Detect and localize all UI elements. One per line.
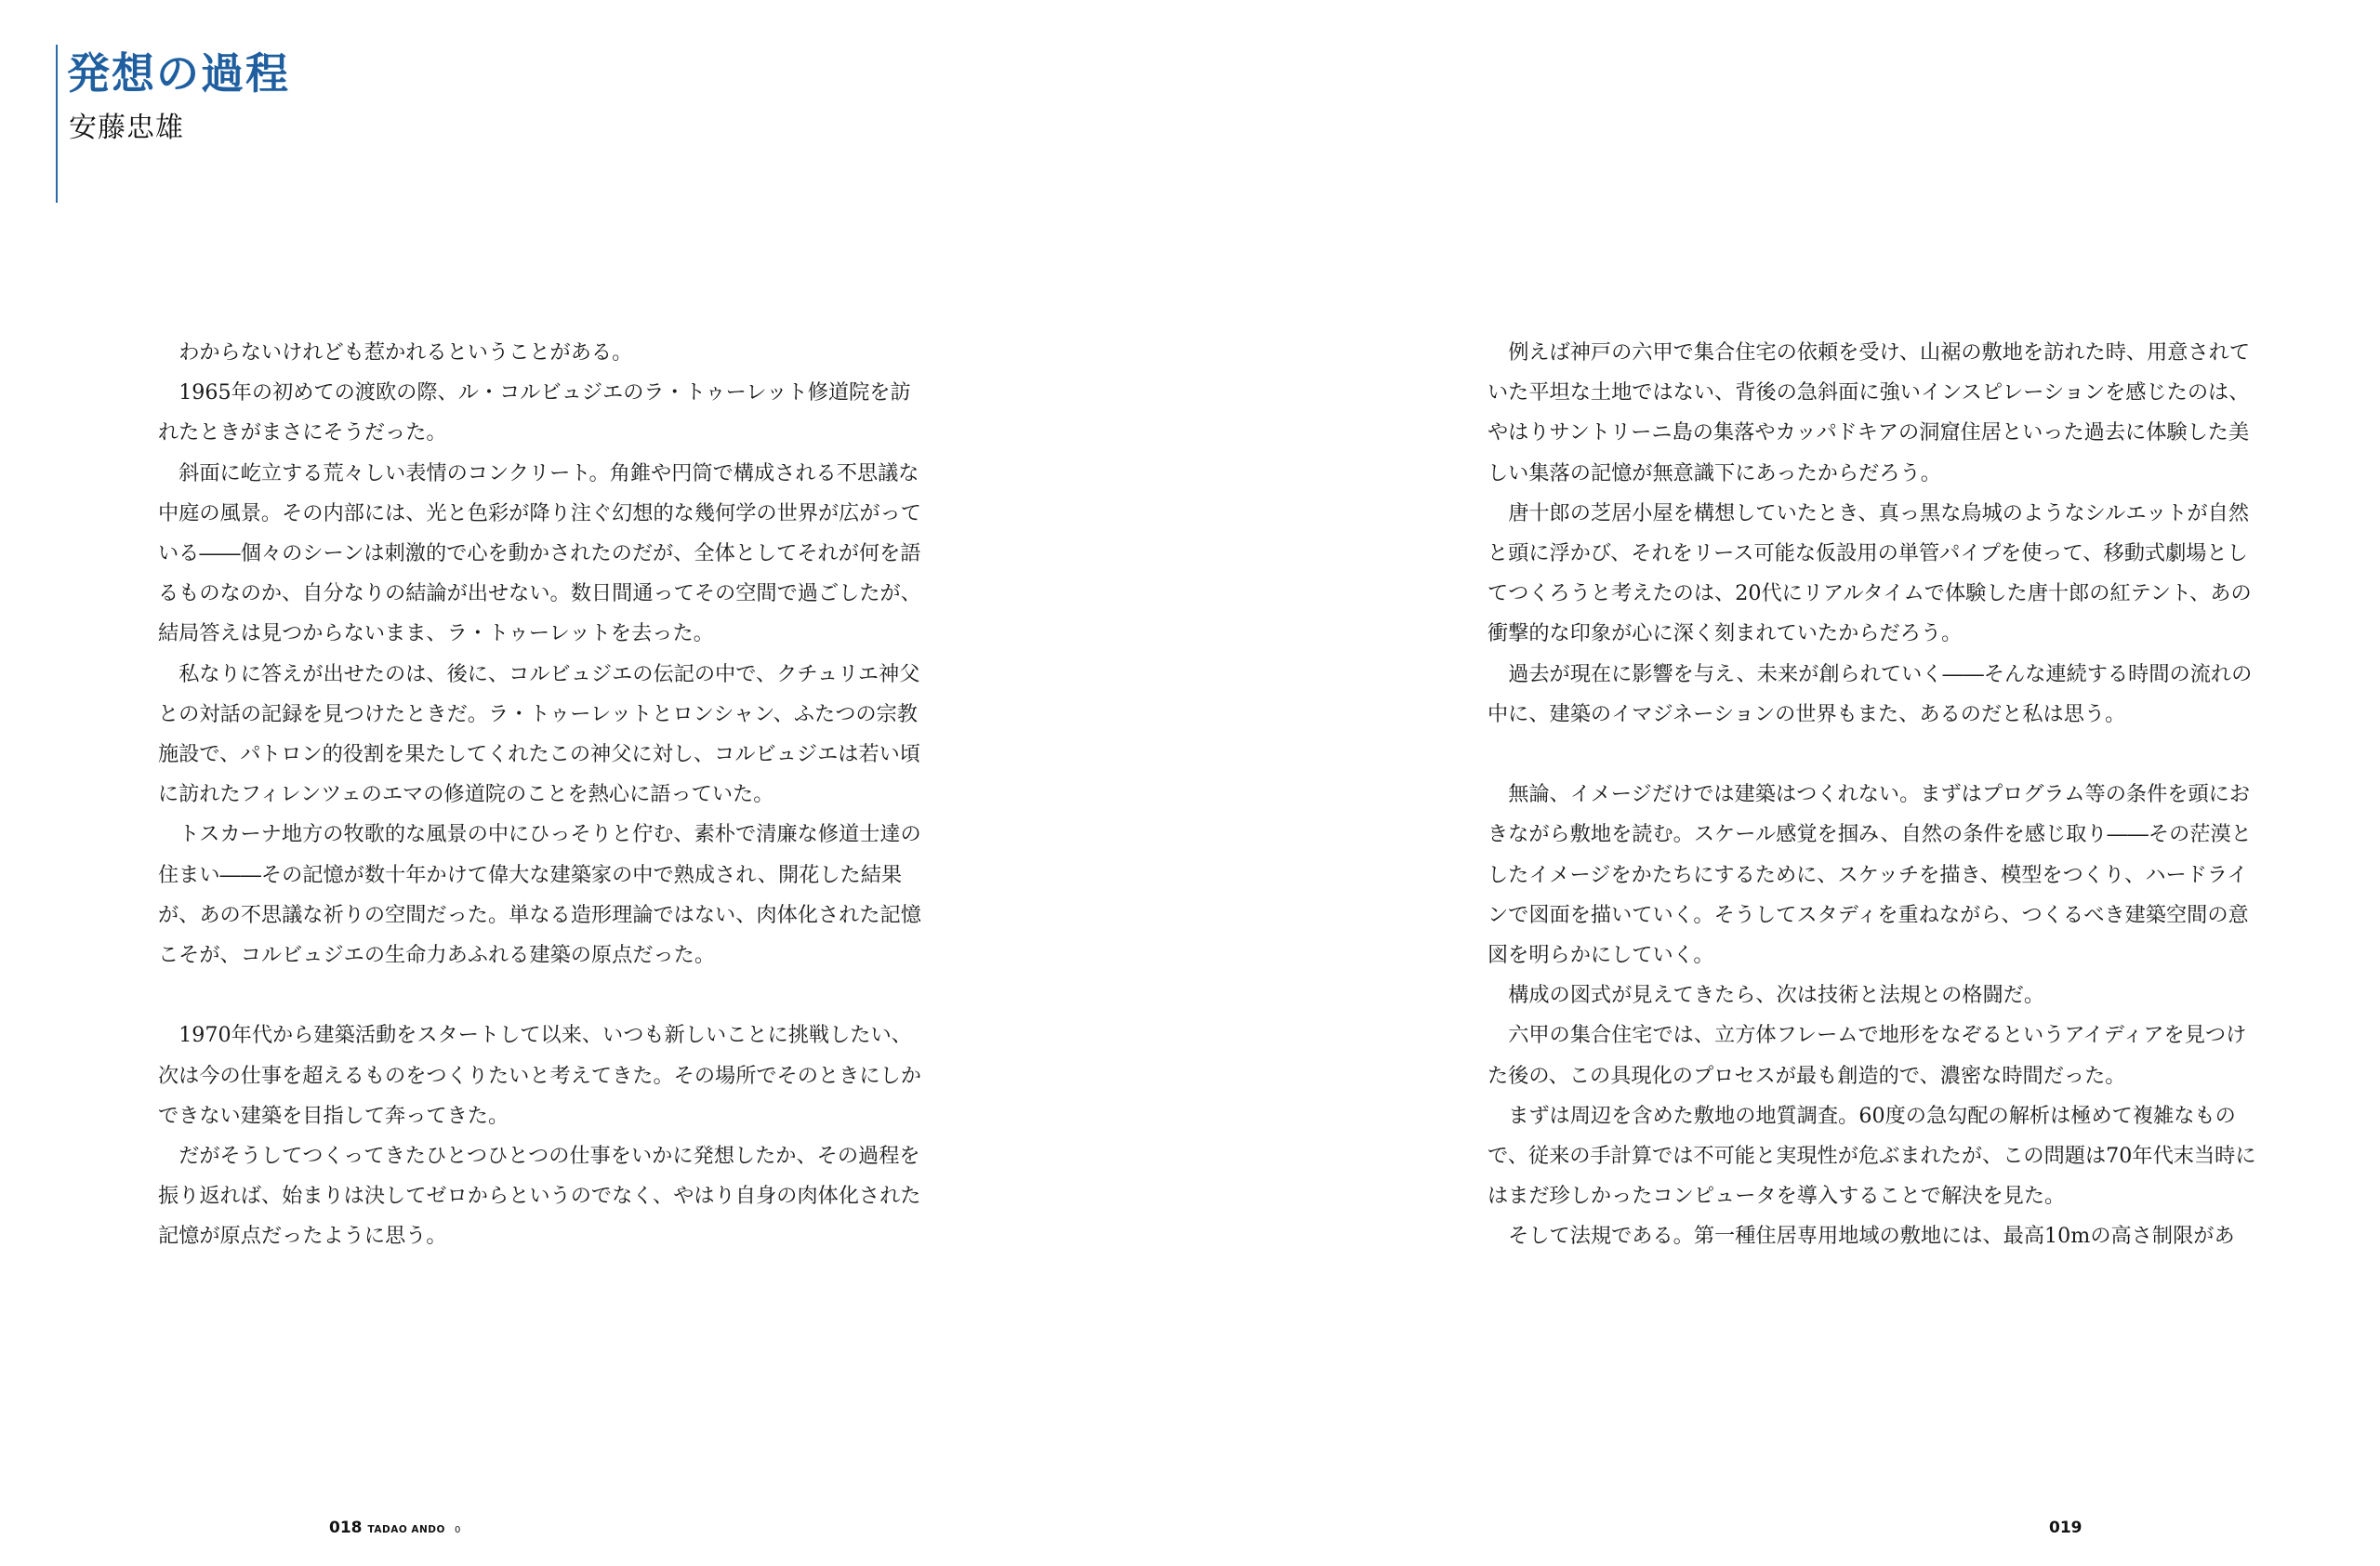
right-page-text-column (1488, 333, 2259, 1257)
paragraph: わからないけれども惹かれるということがある。 (178, 340, 633, 365)
paragraph: 構成の図式が見えてきたら、次は技術と法規との格闘だ。 (1508, 983, 2045, 1008)
paragraph: 唐十郎の芝居小屋を構想していたとき、真っ黒な烏城のようなシルエットが自然と頭に浮かび、それをリース可能な仮設用の単管パイプを使って、移動式劇場としてつくろうと考えたのは、20代にリアルタイムで体験した唐十郎の紅テント、あの衝撃的な印象が心に深く刻まれていたからだろう。 (1488, 500, 2252, 646)
left-page-footer (329, 1519, 460, 1537)
running-mark: 0 (454, 1525, 461, 1535)
paragraph: 六甲の集合住宅では、立方体フレームで地形をなぞるというアイディアを見つけた後の、この具現化のプロセスが最も創造的で、濃密な時間だった。 (1488, 1023, 2247, 1088)
paragraph: 斜面に屹立する荒々しい表情のコンクリート。角錐や円筒で構成される不思議な中庭の風景。その内部には、光と色彩が降り注ぐ幻想的な幾何学の世界が広がっている――個々のシーンは刺激的で心を動かされたのだが、全体としてそれが何を語るものなのか、自分なりの結論が出せない。数日間通ってその空間で過ごしたが、結局答えは見つからないまま、ラ・トゥーレットを去った。 (158, 460, 921, 646)
paragraph: そして法規である。第一種住居専用地域の敷地には、最高10mの高さ制限があ (1508, 1224, 2235, 1249)
paragraph: まずは周辺を含めた敷地の地質調査。60度の急勾配の解析は極めて複雑なもので、従来の手計算では不可能と実現性が危ぶまれたが、この問題は70年代末当時にはまだ珍しかったコンピュータを導入することで解決を見た。 (1488, 1103, 2256, 1209)
paragraph: 例えば神戸の六甲で集合住宅の依頼を受け、山裾の敷地を訪れた時、用意されていた平坦な土地ではない、背後の急斜面に強いインスピレーションを感じたのは、やはりサントリーニ島の集落やカッパドキアの洞窟住居といった過去に体験した美しい集落の記憶が無意識下にあったからだろう。 (1488, 340, 2251, 485)
paragraph: 1965年の初めての渡欧の際、ル・コルビュジエのラ・トゥーレット修道院を訪れたときがまさにそうだった。 (158, 380, 911, 445)
paragraph: 1970年代から建築活動をスタートして以来、いつも新しいことに挑戦したい、次は今の仕事を超えるものをつくりたいと考えてきた。その場所でそのときにしかできない建築を目指して奔ってきた。 (158, 1023, 921, 1128)
page-number: 019 (2049, 1519, 2082, 1537)
paragraph: 過去が現在に影響を与え、未来が創られていく――そんな連続する時間の流れの中に、建築のイマジネーションの世界もまた、あるのだと私は思う。 (1488, 661, 2253, 726)
paragraph: 無論、イメージだけでは建築はつくれない。まずはプログラム等の条件を頭におきながら敷地を読む。スケール感覚を掴み、自然の条件を感じ取り――その茫漠としたイメージをかたちにするために、スケッチを描き、模型をつくり、ハードラインで図面を描いていく。そうしてスタディを重ねながら、つくるべき建築空間の意図を明らかにしていく。 (1488, 782, 2252, 968)
section-break (158, 975, 930, 1015)
page-title: 発想の過程 (67, 48, 290, 99)
page-number: 018 (329, 1519, 363, 1537)
left-page-text-column (158, 333, 930, 1257)
author-name: 安藤忠雄 (69, 112, 184, 144)
paragraph: だがそうしてつくってきたひとつひとつの仕事をいかに発想したか、その過程を振り返れば、始まりは決してゼロからというのでなく、やはり自身の肉体化された記憶が原点だったように思う。 (158, 1144, 921, 1249)
paragraph: 私なりに答えが出せたのは、後に、コルビュジエの伝記の中で、クチュリエ神父との対話の記録を見つけたときだ。ラ・トゥーレットとロンシャン、ふたつの宗教施設で、パトロン的役割を果たしてくれたこの神父に対し、コルビュジエは若い頃に訪れたフィレンツェのエマの修道院のことを熱心に語っていた。 (158, 661, 921, 807)
right-page-footer (2049, 1519, 2082, 1537)
paragraph: トスカーナ地方の牧歌的な風景の中にひっそりと佇む、素朴で清廉な修道士達の住まい――その記憶が数十年かけて偉大な建築家の中で熟成され、開花した結果が、あの不思議な祈りの空間だった。単なる造形理論ではない、肉体化された記憶こそが、コルビュジエの生命力あふれる建築の原点だった。 (158, 822, 921, 968)
title-accent-rule (56, 45, 58, 203)
section-break (1488, 735, 2259, 775)
running-head: TADAO ANDO (367, 1524, 445, 1535)
